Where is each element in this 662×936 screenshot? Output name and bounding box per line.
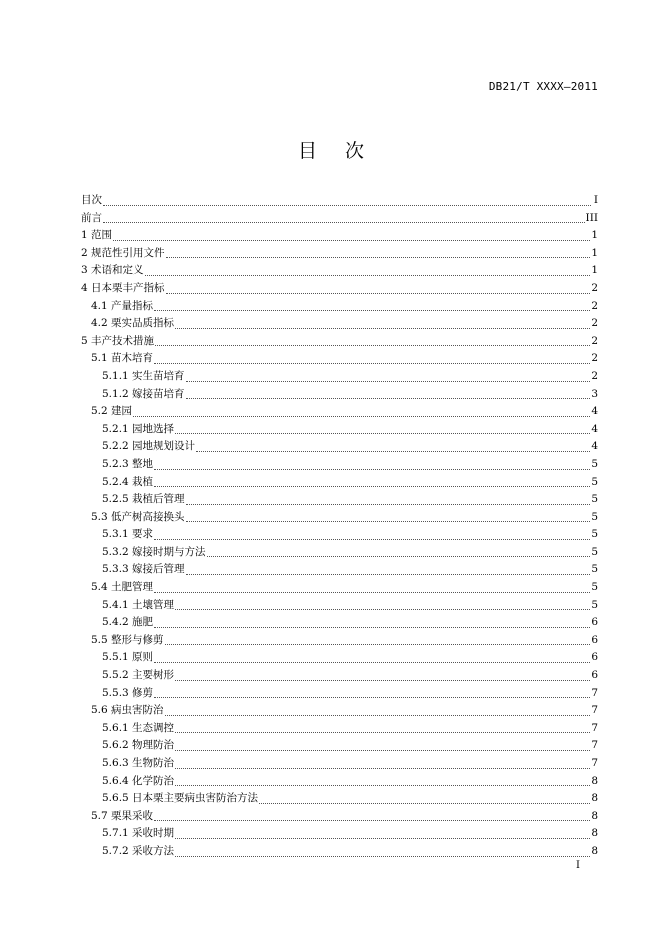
toc-entry-page: 7 [591,686,598,699]
dot-leader [175,784,590,786]
dot-leader [154,309,590,311]
toc-entry-page: 5 [591,598,598,611]
toc-entry[interactable] [81,350,598,368]
toc-entry-title: 5.3.2 嫁接时期与方法 [102,545,206,558]
page-title: 目次 [297,140,392,162]
toc-entry[interactable] [81,210,598,228]
toc-entry-title: 5.1.2 嫁接苗培育 [102,387,185,400]
toc-entry-page: 5 [591,475,598,488]
dot-leader [186,520,591,522]
table-of-contents [81,192,598,861]
toc-entry-title: 5.6.3 生物防治 [102,757,175,769]
toc-entry-title: 5.4 土肥管理 [91,581,154,594]
toc-entry-title: 4 日本栗丰产指标 [81,281,165,294]
toc-entry-page: 6 [591,616,598,629]
toc-entry-page: 1 [591,264,598,277]
toc-entry[interactable] [81,262,598,280]
toc-entry-page: 2 [591,281,598,294]
toc-entry-title: 4.2 栗实品质指标 [91,317,175,330]
dot-leader [175,749,590,751]
toc-entry-title: 5.2.2 园地规划设计 [102,440,196,453]
toc-entry[interactable] [81,456,598,474]
dot-leader [154,362,590,364]
toc-entry[interactable] [81,315,598,333]
toc-entry-page: 2 [591,317,598,330]
toc-entry-title: 1 范围 [81,229,113,242]
dot-leader [186,573,591,575]
dot-leader [154,468,590,470]
toc-entry-title: 5.3.3 嫁接后管理 [102,563,185,576]
toc-entry-title: 5.4.2 施肥 [102,616,154,629]
toc-entry-title: 5.7.1 采收时期 [102,827,175,840]
toc-entry[interactable] [81,685,598,703]
toc-entry-title: 5.6 病虫害防治 [91,704,164,717]
toc-entry-title: 5.6.2 物理防治 [102,739,175,752]
dot-leader [155,344,590,346]
toc-entry-page: 2 [591,352,598,365]
toc-entry-page: 4 [591,405,598,418]
dot-leader [186,503,591,505]
dot-leader [145,274,591,276]
dot-leader [154,538,590,540]
toc-entry-title: 5.7 栗果采收 [91,809,154,822]
toc-entry-page: 6 [591,651,598,664]
toc-entry-title: 4.1 产量指标 [91,299,154,312]
toc-entry-title: 5.2.1 园地选择 [102,422,175,435]
toc-entry-page: 7 [591,721,598,734]
toc-entry[interactable] [81,227,598,245]
toc-entry[interactable] [81,526,598,544]
document-code: DB21/T XXXX—2011 [488,80,598,93]
toc-entry-page: 7 [591,739,598,752]
toc-entry-page: 2 [591,334,598,347]
toc-entry[interactable] [81,544,598,562]
dot-leader [103,204,591,206]
toc-entry-page: 5 [591,545,598,558]
toc-entry-title: 5.2.4 栽植 [102,475,154,488]
toc-entry[interactable] [81,825,598,843]
toc-entry-title: 5.2 建园 [91,405,133,418]
dot-leader [207,555,591,557]
toc-entry-page: 1 [591,229,598,242]
toc-entry[interactable] [81,755,598,773]
dot-leader [175,608,590,610]
toc-entry-page: 3 [591,387,598,400]
toc-entry-page: 5 [591,528,598,541]
toc-entry-page: I [593,194,598,206]
toc-entry[interactable] [81,245,598,263]
dot-leader [154,626,590,628]
dot-leader [175,837,590,839]
toc-entry-page: 8 [591,844,598,857]
toc-entry[interactable] [81,333,598,351]
toc-entry-title: 目次 [81,194,102,206]
toc-entry-title: 5.5 整形与修剪 [91,633,164,646]
toc-entry[interactable] [81,438,598,456]
dot-leader [175,855,590,857]
toc-entry[interactable] [81,702,598,720]
toc-entry-page: 4 [591,422,598,435]
dot-leader [154,819,590,821]
toc-entry-page: III [585,211,598,224]
dot-leader [175,767,590,769]
toc-entry-page: 6 [591,633,598,646]
dot-leader [166,292,591,294]
dot-leader [175,679,590,681]
toc-entry-title: 5.1 苗木培育 [91,352,154,365]
toc-entry[interactable] [81,649,598,667]
toc-entry[interactable] [81,491,598,509]
toc-entry[interactable] [81,773,598,791]
toc-entry-page: 8 [591,792,598,805]
toc-entry-page: 7 [591,704,598,717]
toc-entry-title: 5.2.3 整地 [102,457,154,470]
toc-entry-title: 5.5.2 主要树形 [102,669,175,682]
dot-leader [154,591,590,593]
toc-entry-page: 5 [591,457,598,470]
toc-entry-title: 5.6.4 化学防治 [102,774,175,787]
toc-entry[interactable] [81,843,598,861]
toc-entry-page: 5 [591,493,598,506]
toc-entry[interactable] [81,720,598,738]
toc-entry-page: 6 [591,669,598,682]
toc-entry-page: 8 [591,827,598,840]
toc-entry-page: 5 [591,581,598,594]
toc-entry-title: 3 术语和定义 [81,264,144,277]
toc-entry[interactable] [81,474,598,492]
toc-entry-title: 5 丰产技术措施 [81,334,155,347]
toc-entry-page: 4 [591,440,598,453]
toc-entry[interactable] [81,509,598,527]
dot-leader [196,450,590,452]
dot-leader [186,380,591,382]
toc-entry[interactable] [81,614,598,632]
toc-entry[interactable] [81,368,598,386]
toc-entry[interactable] [81,790,598,808]
toc-entry-page: 1 [591,246,598,259]
toc-entry[interactable] [81,403,598,421]
toc-entry-page: 8 [591,774,598,787]
toc-entry-page: 5 [591,563,598,576]
toc-entry-title: 5.4.1 土壤管理 [102,598,175,611]
dot-leader [175,731,590,733]
dot-leader [103,221,585,223]
toc-entry[interactable] [81,808,598,826]
page-footer-number: I [576,860,580,871]
toc-entry[interactable] [81,561,598,579]
dot-leader [175,432,590,434]
dot-leader [259,802,590,804]
dot-leader [113,239,590,241]
toc-entry-title: 5.7.2 采收方法 [102,844,175,857]
dot-leader [165,714,591,716]
toc-entry[interactable] [81,386,598,404]
toc-entry[interactable] [81,737,598,755]
toc-entry-title: 5.1.1 实生苗培育 [102,369,185,382]
toc-entry[interactable] [81,421,598,439]
toc-entry-page: 2 [591,369,598,382]
toc-entry-title: 5.6.1 生态调控 [102,721,175,734]
dot-leader [175,327,590,329]
dot-leader [133,415,590,417]
toc-entry-title: 5.6.5 日本栗主要病虫害防治方法 [102,792,259,805]
toc-entry[interactable] [81,298,598,316]
dot-leader [154,485,590,487]
dot-leader [165,643,591,645]
toc-entry[interactable] [81,280,598,298]
toc-entry[interactable] [81,667,598,685]
toc-entry-page: 5 [591,510,598,523]
toc-entry-title: 5.5.1 原则 [102,651,154,664]
toc-entry-page: 2 [591,299,598,312]
toc-entry-title: 前言 [81,211,102,224]
dot-leader [166,256,591,258]
toc-entry[interactable] [81,192,598,210]
toc-entry-title: 5.5.3 修剪 [102,686,154,699]
toc-entry[interactable] [81,632,598,650]
toc-entry-page: 8 [591,809,598,822]
toc-entry[interactable] [81,597,598,615]
toc-entry-title: 5.3 低产树高接换头 [91,510,185,523]
toc-entry-title: 5.2.5 栽植后管理 [102,493,185,506]
toc-entry[interactable] [81,579,598,597]
toc-entry-title: 5.3.1 要求 [102,528,154,541]
dot-leader [154,696,590,698]
toc-entry-page: 7 [591,757,598,769]
dot-leader [186,397,591,399]
dot-leader [154,661,590,663]
toc-entry-title: 2 规范性引用文件 [81,246,165,259]
